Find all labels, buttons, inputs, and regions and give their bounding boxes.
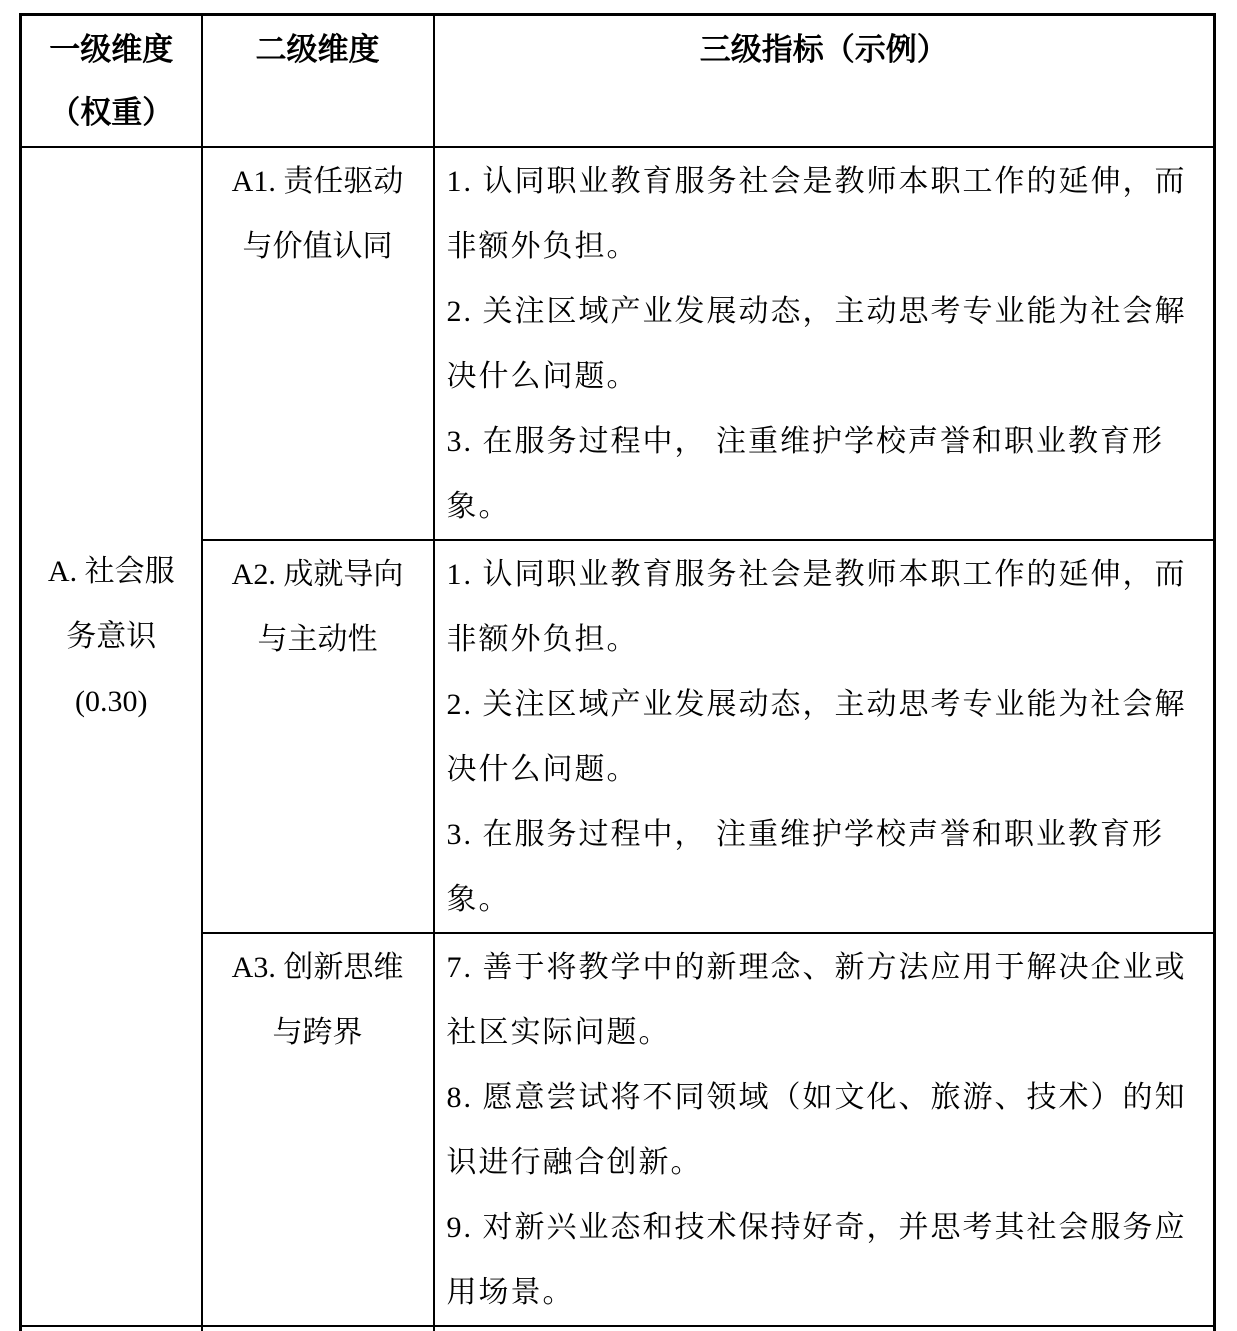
level2-dimension-cell-a2 [202, 540, 434, 933]
indicator-text-line: 象。 [446, 489, 511, 523]
header-text-line: 二级维度 [255, 32, 380, 67]
partial-cell [202, 1326, 434, 1331]
level2-dimension-cell-a3 [202, 933, 434, 1326]
evaluation-indicator-table [19, 13, 1216, 1331]
indicator-text-line: 2. 关注区域产业发展动态，主动思考专业能为社会解 [446, 687, 1187, 721]
level2-dimension-cell-a1 [202, 147, 434, 540]
level1-dimension-text-line: A. 社会服 [47, 554, 175, 588]
indicator-text-line: 决什么问题。 [446, 752, 639, 786]
header-cell-level2-dimension [202, 15, 434, 147]
partial-cell [21, 1326, 202, 1331]
header-text-line: 一级维度 [49, 32, 174, 67]
indicator-text-line: 3. 在服务过程中， 注重维护学校声誉和职业教育形 [446, 817, 1164, 851]
indicator-text-line: 象。 [446, 882, 511, 916]
level2-dimension-text-line: 与价值认同 [242, 229, 393, 263]
level2-dimension-text-line: 与跨界 [272, 1015, 363, 1049]
indicator-text-line: 9. 对新兴业态和技术保持好奇，并思考其社会服务应 [446, 1210, 1187, 1244]
level2-dimension-text-line: A3. 创新思维 [231, 950, 404, 984]
indicator-text-line: 3. 在服务过程中， 注重维护学校声誉和职业教育形 [446, 424, 1164, 458]
level3-indicator-cell-a3 [434, 933, 1215, 1326]
level1-weight-text-line: (0.30) [75, 684, 148, 718]
header-row [21, 15, 1215, 147]
level2-dimension-text-line: 与主动性 [257, 622, 378, 656]
level2-dimension-text-line: A2. 成就导向 [231, 557, 404, 591]
indicator-text-line: 决什么问题。 [446, 359, 639, 393]
indicator-text-line: 用场景。 [446, 1275, 575, 1309]
indicator-text-line: 2. 关注区域产业发展动态，主动思考专业能为社会解 [446, 294, 1187, 328]
level3-indicator-cell-a1 [434, 147, 1215, 540]
level2-dimension-text-line: A1. 责任驱动 [231, 164, 404, 198]
indicator-text-line: 7. 善于将教学中的新理念、新方法应用于解决企业或 [446, 950, 1187, 984]
table-row-a1 [21, 147, 1215, 540]
indicator-text-line: 1. 认同职业教育服务社会是教师本职工作的延伸，而 [446, 164, 1187, 198]
header-text-line: 三级指标（示例） [699, 32, 948, 67]
indicator-text-line: 8. 愿意尝试将不同领域（如文化、旅游、技术）的知 [446, 1080, 1187, 1114]
header-text-line: （权重） [49, 95, 174, 130]
level1-dimension-text-line: 务意识 [66, 619, 157, 653]
indicator-text-line: 非额外负担。 [446, 622, 639, 656]
table-row-next-partial [21, 1326, 1215, 1331]
indicator-text-line: 非额外负担。 [446, 229, 639, 263]
level1-dimension-cell [21, 147, 202, 1326]
partial-cell [434, 1326, 1215, 1331]
indicator-text-line: 社区实际问题。 [446, 1015, 671, 1049]
indicator-text-line: 识进行融合创新。 [446, 1145, 703, 1179]
header-cell-level3-indicators [434, 15, 1215, 147]
indicator-text-line: 1. 认同职业教育服务社会是教师本职工作的延伸，而 [446, 557, 1187, 591]
level3-indicator-cell-a2 [434, 540, 1215, 933]
header-cell-level1-dimension [21, 15, 202, 147]
